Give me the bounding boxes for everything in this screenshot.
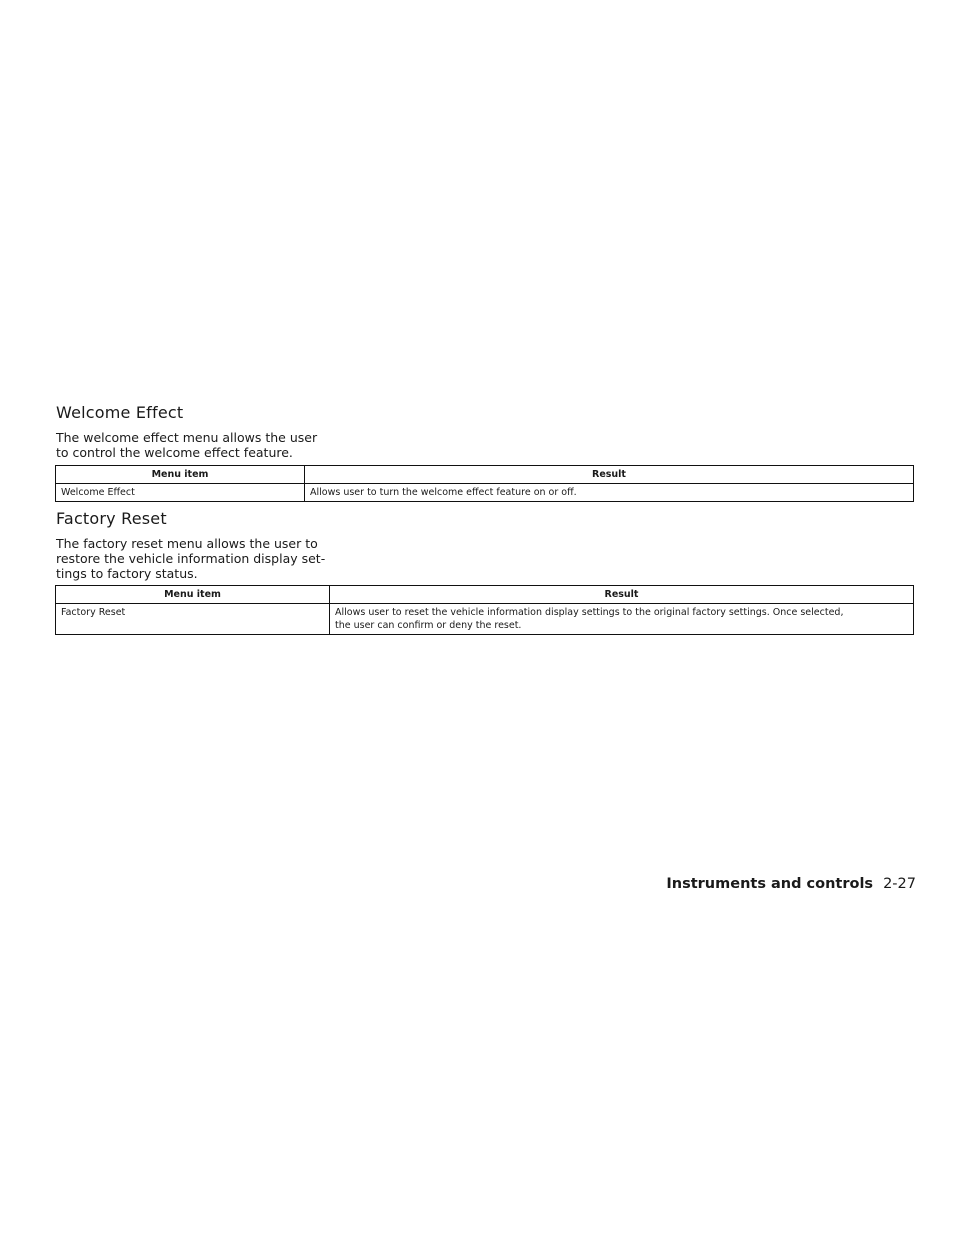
column-header-result: Result xyxy=(305,466,914,484)
intro-line: restore the vehicle information display set- xyxy=(56,551,326,566)
column-header-result: Result xyxy=(330,586,914,604)
welcome-effect-table xyxy=(55,465,914,502)
welcome-effect-intro xyxy=(56,430,346,460)
result-cell xyxy=(330,604,914,635)
page-number: 2-27 xyxy=(883,876,916,892)
table-header-row xyxy=(56,586,914,604)
table-header-row xyxy=(56,466,914,484)
factory-reset-heading: Factory Reset xyxy=(56,509,167,528)
table-row xyxy=(56,484,914,502)
factory-reset-intro xyxy=(56,536,346,581)
column-header-menu-item: Menu item xyxy=(56,466,305,484)
result-line: Allows user to turn the welcome effect feature on or off. xyxy=(310,487,577,498)
intro-line: tings to factory status. xyxy=(56,566,198,581)
intro-line: The welcome effect menu allows the user xyxy=(56,430,318,445)
column-header-menu-item: Menu item xyxy=(56,586,330,604)
result-line: the user can confirm or deny the reset. xyxy=(335,620,522,631)
page-footer xyxy=(666,876,916,892)
welcome-effect-heading: Welcome Effect xyxy=(56,403,184,422)
factory-reset-table xyxy=(55,585,914,635)
chapter-title: Instruments and controls xyxy=(666,876,874,892)
intro-line: The factory reset menu allows the user to xyxy=(56,536,318,551)
result-cell xyxy=(305,484,914,502)
result-line: Allows user to reset the vehicle information display settings to the original factory settings. Once selected, xyxy=(335,607,844,618)
table-row xyxy=(56,604,914,635)
menu-item-cell: Factory Reset xyxy=(56,604,330,635)
intro-line: to control the welcome effect feature. xyxy=(56,445,293,460)
menu-item-cell: Welcome Effect xyxy=(56,484,305,502)
